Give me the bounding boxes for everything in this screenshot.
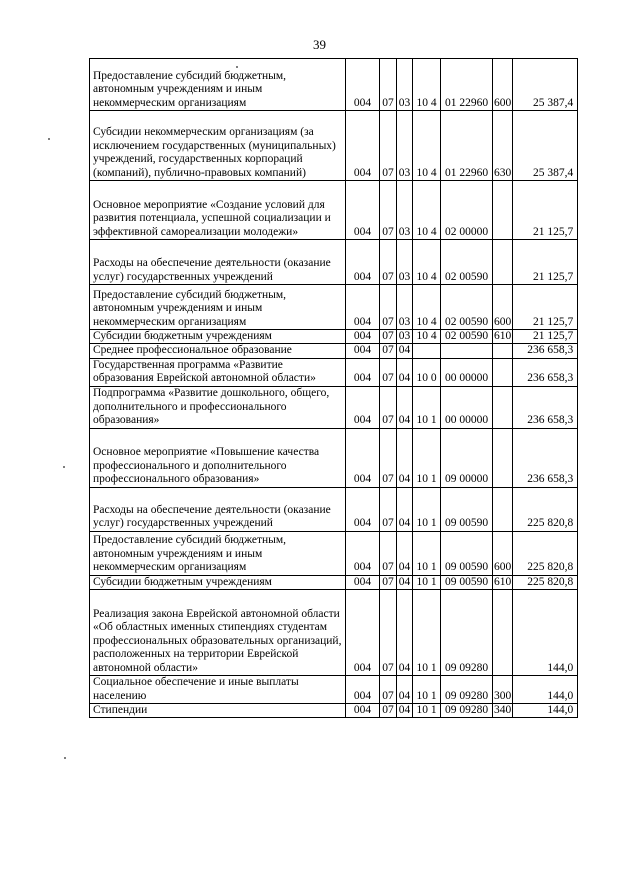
table-row	[90, 181, 578, 240]
section-code: 07	[380, 386, 397, 428]
section-code: 07	[380, 428, 397, 487]
row-name: Расходы на обеспечение деятельности (оказание услуг) государственных учреждений	[90, 240, 346, 285]
ministry-code: 004	[346, 344, 380, 358]
expense-type-code: 600	[493, 59, 513, 111]
row-name: Реализация закона Еврейской автономной области «Об областных именных стипендиях студентам профессиональных образовательных организаций, расположенных на территории Еврейской автономной области»	[90, 590, 346, 676]
section-code: 07	[380, 240, 397, 285]
row-name: Основное мероприятие «Повышение качества профессионального и дополнительного профессионального образования»	[90, 428, 346, 487]
scan-speck	[236, 66, 238, 68]
program-code: 10 1	[413, 531, 441, 575]
subsection-code: 03	[397, 59, 413, 111]
section-code: 07	[380, 358, 397, 386]
scan-speck	[64, 757, 66, 759]
ministry-code: 004	[346, 428, 380, 487]
row-name: Субсидии некоммерческим организациям (за исключением государственных (муниципальных) учреждений, государственных корпораций (компаний), публично-правовых компаний)	[90, 111, 346, 181]
expense-type-code	[493, 181, 513, 240]
item-code: 02 00590	[441, 330, 493, 344]
program-code: 10 4	[413, 240, 441, 285]
table-row	[90, 590, 578, 676]
section-code: 07	[380, 676, 397, 704]
table-row	[90, 531, 578, 575]
amount: 236 658,3	[513, 344, 578, 358]
row-name: Предоставление субсидий бюджетным, автономным учреждениям и иным некоммерческим организациям	[90, 531, 346, 575]
row-name: Предоставление субсидий бюджетным, автономным учреждениям и иным некоммерческим организациям	[90, 285, 346, 330]
item-code	[441, 344, 493, 358]
page-number: 39	[313, 37, 326, 52]
amount: 21 125,7	[513, 240, 578, 285]
subsection-code: 03	[397, 330, 413, 344]
scan-speck	[63, 466, 65, 468]
program-code: 10 4	[413, 111, 441, 181]
expense-type-code: 300	[493, 676, 513, 704]
amount: 225 820,8	[513, 487, 578, 531]
expense-type-code	[493, 487, 513, 531]
expense-type-code: 630	[493, 111, 513, 181]
subsection-code: 04	[397, 358, 413, 386]
section-code: 07	[380, 590, 397, 676]
scan-speck	[48, 138, 50, 140]
item-code: 09 09280	[441, 590, 493, 676]
item-code: 01 22960	[441, 111, 493, 181]
section-code: 07	[380, 344, 397, 358]
row-name: Государственная программа «Развитие образования Еврейской автономной области»	[90, 358, 346, 386]
program-code: 10 4	[413, 285, 441, 330]
program-code: 10 1	[413, 704, 441, 718]
budget-table	[89, 58, 578, 718]
amount: 25 387,4	[513, 111, 578, 181]
ministry-code: 004	[346, 330, 380, 344]
ministry-code: 004	[346, 59, 380, 111]
expense-type-code	[493, 386, 513, 428]
subsection-code: 03	[397, 240, 413, 285]
section-code: 07	[380, 575, 397, 589]
program-code: 10 1	[413, 676, 441, 704]
program-code	[413, 344, 441, 358]
section-code: 07	[380, 111, 397, 181]
item-code: 09 00590	[441, 575, 493, 589]
subsection-code: 04	[397, 590, 413, 676]
table-row	[90, 386, 578, 428]
amount: 225 820,8	[513, 531, 578, 575]
section-code: 07	[380, 487, 397, 531]
program-code: 10 4	[413, 330, 441, 344]
amount: 21 125,7	[513, 285, 578, 330]
item-code: 09 09280	[441, 676, 493, 704]
amount: 144,0	[513, 704, 578, 718]
row-name: Социальное обеспечение и иные выплаты населению	[90, 676, 346, 704]
subsection-code: 04	[397, 428, 413, 487]
program-code: 10 1	[413, 386, 441, 428]
subsection-code: 03	[397, 111, 413, 181]
expense-type-code	[493, 590, 513, 676]
table-row	[90, 111, 578, 181]
ministry-code: 004	[346, 531, 380, 575]
expense-type-code: 610	[494, 575, 512, 588]
table-row	[90, 330, 578, 344]
amount: 144,0	[513, 590, 578, 676]
ministry-code: 004	[346, 575, 380, 589]
section-code: 07	[380, 330, 397, 344]
program-code: 10 4	[413, 181, 441, 240]
ministry-code: 004	[346, 704, 380, 718]
amount: 236 658,3	[513, 358, 578, 386]
row-name: Основное мероприятие «Создание условий для развития потенциала, успешной социализации и эффективной самореализации молодежи»	[90, 181, 346, 240]
subsection-code: 04	[397, 386, 413, 428]
row-name: Подпрограмма «Развитие дошкольного, общего, дополнительного и профессионального образования»	[90, 386, 346, 428]
table-row	[90, 59, 578, 111]
item-code: 09 09280	[441, 704, 493, 718]
section-code: 07	[380, 531, 397, 575]
expense-type-code: 340	[494, 704, 512, 717]
ministry-code: 004	[346, 181, 380, 240]
row-name: Среднее профессиональное образование	[90, 344, 346, 358]
expense-type-code: 610	[494, 330, 512, 342]
row-name: Расходы на обеспечение деятельности (оказание услуг) государственных учреждений	[90, 487, 346, 531]
ministry-code: 004	[346, 386, 380, 428]
section-code: 07	[380, 704, 397, 718]
subsection-code: 04	[397, 344, 413, 358]
section-code: 07	[380, 285, 397, 330]
table-row	[90, 240, 578, 285]
expense-type-code	[493, 240, 513, 285]
table-row	[90, 344, 578, 358]
row-name: Стипендии	[90, 704, 346, 718]
subsection-code: 04	[397, 531, 413, 575]
item-code: 09 00000	[441, 428, 493, 487]
subsection-code: 04	[397, 487, 413, 531]
expense-type-code	[493, 344, 513, 358]
item-code: 02 00590	[441, 240, 493, 285]
subsection-code: 04	[397, 575, 413, 589]
item-code: 09 00590	[441, 487, 493, 531]
table-row	[90, 487, 578, 531]
table-row	[90, 676, 578, 704]
expense-type-code	[493, 428, 513, 487]
item-code: 00 00000	[441, 386, 493, 428]
ministry-code: 004	[346, 240, 380, 285]
section-code: 07	[380, 59, 397, 111]
program-code: 10 1	[413, 590, 441, 676]
table-row	[90, 428, 578, 487]
ministry-code: 004	[346, 111, 380, 181]
table-row	[90, 704, 578, 718]
item-code: 00 00000	[441, 358, 493, 386]
amount: 21 125,7	[513, 330, 578, 344]
table-row	[90, 285, 578, 330]
ministry-code: 004	[346, 590, 380, 676]
subsection-code: 03	[397, 181, 413, 240]
program-code: 10 1	[413, 428, 441, 487]
expense-type-code: 600	[493, 285, 513, 330]
amount: 21 125,7	[513, 181, 578, 240]
program-code: 10 0	[413, 358, 441, 386]
program-code: 10 1	[413, 487, 441, 531]
subsection-code: 03	[397, 285, 413, 330]
item-code: 01 22960	[441, 59, 493, 111]
row-name: Предоставление субсидий бюджетным, автономным учреждениям и иным некоммерческим организациям	[90, 59, 346, 111]
table-row	[90, 575, 578, 589]
row-name: Субсидии бюджетным учреждениям	[90, 575, 346, 589]
section-code: 07	[380, 181, 397, 240]
ministry-code: 004	[346, 487, 380, 531]
amount: 236 658,3	[513, 428, 578, 487]
ministry-code: 004	[346, 285, 380, 330]
amount: 25 387,4	[513, 59, 578, 111]
item-code: 02 00000	[441, 181, 493, 240]
expense-type-code: 600	[493, 531, 513, 575]
expense-type-code	[493, 358, 513, 386]
item-code: 09 00590	[441, 531, 493, 575]
program-code: 10 1	[413, 575, 441, 589]
amount: 236 658,3	[513, 386, 578, 428]
subsection-code: 04	[397, 704, 413, 718]
row-name: Субсидии бюджетным учреждениям	[90, 330, 346, 344]
table-body	[90, 59, 578, 718]
amount: 225 820,8	[513, 575, 578, 589]
subsection-code: 04	[397, 676, 413, 704]
item-code: 02 00590	[441, 285, 493, 330]
table-row	[90, 358, 578, 386]
amount: 144,0	[513, 676, 578, 704]
ministry-code: 004	[346, 358, 380, 386]
ministry-code: 004	[346, 676, 380, 704]
program-code: 10 4	[413, 59, 441, 111]
